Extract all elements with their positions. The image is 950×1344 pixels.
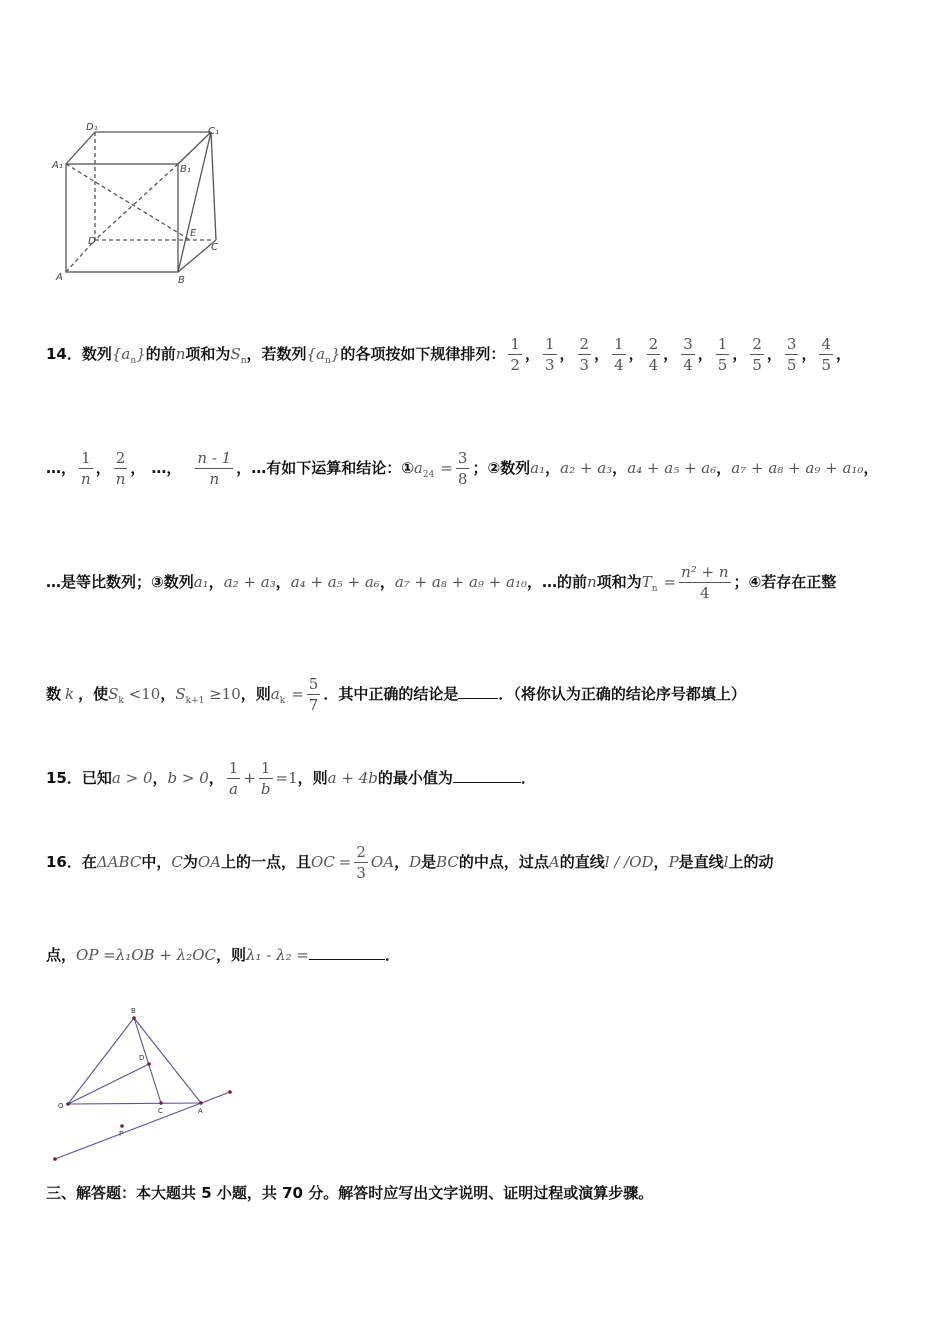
- comma: ，: [663, 345, 679, 363]
- q16-line-1: [46, 842, 774, 883]
- cube-label-c1: C₁: [208, 126, 219, 137]
- frac-den: 4: [683, 356, 693, 374]
- eq: =: [338, 853, 352, 871]
- q14-fraction: [647, 334, 661, 375]
- q15-end: ．: [520, 769, 536, 787]
- q14-fraction: [716, 334, 730, 375]
- q16-OA: OA: [197, 853, 221, 871]
- q14-text: 项和为: [596, 573, 642, 591]
- tri-label-p: P: [119, 1130, 124, 1138]
- tri-label-d: D: [139, 1054, 145, 1062]
- q14-fraction-list: [505, 335, 852, 374]
- frac-num: 1: [544, 335, 555, 353]
- q14-frac-57: [307, 674, 321, 715]
- q14-seq-sub: n: [130, 356, 137, 366]
- q14-frac-1n: [79, 448, 93, 489]
- q14-text: ，…的前: [526, 573, 587, 591]
- q14-text: 数: [46, 685, 62, 703]
- q16-lambda-expr: λ₁ - λ₂ =: [246, 946, 309, 964]
- q15-text: 已知: [81, 769, 112, 787]
- frac-num: 2: [648, 335, 659, 353]
- frac-den: b: [260, 780, 271, 798]
- term-g2: a₂ + a₃: [560, 459, 613, 477]
- frac-den: n: [81, 470, 91, 488]
- cube-label-e: E: [190, 228, 197, 239]
- q14-seq2-open: {a: [306, 345, 326, 363]
- q15-frac-1b: [259, 758, 273, 799]
- q14-fraction: [750, 334, 764, 375]
- cube-label-d: D: [88, 236, 96, 247]
- q16-BC: BC: [436, 853, 459, 871]
- q14-text: 的各项按如下规律排列：: [340, 345, 506, 363]
- frac-den: n: [195, 468, 233, 489]
- q16-frac-23: [354, 842, 368, 883]
- q14-fraction: [612, 334, 626, 375]
- cond2-rel: ≥10: [204, 685, 241, 703]
- q16-D: D: [409, 853, 422, 871]
- q14-seq2: [306, 345, 341, 366]
- frac-den: 5: [717, 356, 728, 374]
- tri-label-o: O: [58, 1102, 64, 1110]
- q15-eq: =1: [275, 769, 298, 787]
- comma: ，: [559, 345, 575, 363]
- frac-num: 2: [579, 335, 590, 353]
- cond1-sub: k: [118, 696, 124, 706]
- eq: =: [663, 573, 677, 591]
- q14-text: ，…有如下运算和结论：①: [236, 459, 414, 477]
- frac-den: 4: [614, 356, 624, 374]
- tri-label-b: B: [131, 1007, 136, 1015]
- cond1-rel: <10: [123, 685, 161, 703]
- q15-text: 的最小值为: [377, 769, 453, 787]
- q16-text: 点，: [46, 946, 77, 964]
- q14-S-sub: n: [240, 356, 247, 366]
- comma: ，: [732, 345, 748, 363]
- tri-label-a: A: [198, 1107, 203, 1115]
- ak-sub: k: [279, 696, 286, 706]
- frac-den: 3: [544, 356, 555, 374]
- q16-text: 上的动: [728, 853, 774, 871]
- cube-label-d1: D₁: [86, 122, 98, 133]
- section-3-heading: [46, 1182, 653, 1203]
- q14-fraction: [785, 334, 799, 375]
- q16-text: 的直线: [559, 853, 605, 871]
- T-sub: n: [651, 584, 658, 594]
- q16-OC: OC: [311, 853, 335, 871]
- frac-num: n² + n: [681, 563, 729, 581]
- q16-text: ，: [394, 853, 410, 871]
- q16-parallel: l / /OD: [604, 853, 654, 871]
- q15-text: ，则: [297, 769, 328, 787]
- cube-label-c: C: [211, 242, 218, 253]
- q16-line-2: [46, 944, 400, 965]
- q15-expr: a + 4b: [327, 769, 378, 787]
- q14-number: 14．: [46, 345, 82, 363]
- term-g4: a₇ + a₈ + a₉ + a₁₀: [394, 573, 527, 591]
- q14-text: 的前: [145, 345, 176, 363]
- tri-label-c: C: [158, 1107, 163, 1115]
- comma: ，: [697, 345, 713, 363]
- comma: ，: [160, 685, 176, 703]
- comma: ，: [863, 459, 879, 477]
- comma: ，: [130, 459, 146, 477]
- cube-label-b: B: [178, 275, 185, 286]
- q14-fraction: [681, 334, 695, 375]
- cube-label-a1: A₁: [52, 160, 63, 171]
- q16-C: C: [171, 853, 183, 871]
- q15-number: 15．: [46, 769, 82, 787]
- q14-seq2-close: }: [330, 345, 341, 363]
- frac-num: 2: [115, 449, 126, 467]
- comma: ，: [275, 573, 291, 591]
- eq: =: [440, 459, 453, 477]
- frac-num: 1: [717, 335, 728, 353]
- frac-den: 3: [579, 356, 590, 374]
- q14-text: ．其中正确的结论是: [323, 685, 459, 703]
- q15-answer-blank[interactable]: [453, 782, 521, 783]
- q16-text: ，: [653, 853, 669, 871]
- cube-label-a: A: [56, 272, 63, 283]
- q15-cond-b: b > 0: [167, 769, 209, 787]
- q16-text: 的中点，过点: [458, 853, 549, 871]
- q14-fraction: [819, 334, 833, 375]
- comma: ，: [716, 459, 732, 477]
- q14-answer-blank[interactable]: [458, 698, 498, 699]
- cube-figure: [48, 120, 228, 290]
- frac-den: n: [115, 470, 126, 488]
- frac-den: 4: [648, 356, 659, 374]
- q14-k: k: [65, 685, 75, 703]
- a24-letter: a: [413, 459, 423, 477]
- frac-num: 1: [260, 759, 271, 777]
- q16-text: 中，: [141, 853, 172, 871]
- q14-fraction: [508, 334, 522, 375]
- q16-l: l: [723, 853, 729, 871]
- plus: +: [243, 769, 256, 787]
- q14-line-4: [46, 674, 746, 715]
- q14-a24: [413, 459, 435, 480]
- comma: ，: [208, 769, 224, 787]
- comma: ，: [766, 345, 782, 363]
- frac-den: 7: [308, 696, 319, 714]
- q14-text: ，则: [240, 685, 271, 703]
- q14-text: 项和为: [185, 345, 231, 363]
- q14-text: ；②数列: [472, 459, 531, 477]
- frac-num: 3: [457, 449, 468, 467]
- frac-den: a: [227, 778, 241, 799]
- q16-P: P: [668, 853, 679, 871]
- frac-num: 2: [356, 843, 366, 861]
- q15-cond-a: a > 0: [111, 769, 153, 787]
- q16-number: 16．: [46, 853, 82, 871]
- q16-text: 是: [421, 853, 437, 871]
- frac-num: 5: [308, 675, 319, 693]
- q16-text: 为: [182, 853, 198, 871]
- triangle-figure: [50, 1002, 250, 1167]
- q14-text: 数列: [81, 345, 112, 363]
- comma: ，: [801, 345, 817, 363]
- q16-text: ，则: [215, 946, 246, 964]
- comma: ，: [208, 573, 224, 591]
- q14-cond1: [108, 685, 124, 706]
- comma: ，: [545, 459, 561, 477]
- frac-den: 5: [752, 356, 762, 374]
- q14-ak: [270, 685, 286, 706]
- frac-num: 1: [81, 449, 91, 467]
- q14-text: …是等比数列；③数列: [46, 573, 194, 591]
- term-g2: a₂ + a₃: [223, 573, 276, 591]
- q14-line-1: [46, 334, 851, 375]
- term-g3: a₄ + a₅ + a₆: [290, 573, 380, 591]
- q14-line-2: [46, 448, 878, 489]
- q16-A: A: [548, 853, 560, 871]
- q14-n: n: [587, 573, 597, 591]
- q14-fraction: [578, 334, 592, 375]
- q16-text: 上的一点，且: [221, 853, 312, 871]
- frac-den: 5: [821, 356, 831, 374]
- frac-den: 5: [786, 356, 797, 374]
- q14-ellipsis: …，: [46, 459, 77, 477]
- comma: ，: [379, 573, 395, 591]
- q16-text: 是直线: [678, 853, 724, 871]
- q14-seq2-sub: n: [325, 356, 331, 366]
- q14-fraction: [543, 334, 557, 375]
- frac-num: 3: [683, 335, 693, 353]
- q16-OA: OA: [370, 853, 395, 871]
- q14-frac-n1n: [195, 448, 233, 489]
- comma: ，: [152, 769, 168, 787]
- frac-num: 1: [228, 759, 239, 777]
- q14-text: ，若数列: [246, 345, 307, 363]
- q14-seq: [111, 345, 146, 366]
- q14-frac-T: [679, 562, 730, 603]
- frac-den: 2: [510, 356, 520, 374]
- q16-answer-blank[interactable]: [309, 959, 385, 960]
- q14-S: [230, 345, 247, 366]
- q14-S-letter: S: [230, 345, 241, 363]
- frac-num: 4: [821, 335, 831, 353]
- term-g3: a₄ + a₅ + a₆: [627, 459, 717, 477]
- frac-num: 1: [614, 335, 624, 353]
- comma: ，: [524, 345, 540, 363]
- q15-line: [46, 758, 536, 799]
- q14-text: ；④若存在正整: [733, 573, 837, 591]
- comma: ，: [612, 459, 628, 477]
- frac-num: 3: [786, 335, 797, 353]
- term-a1: a₁: [193, 573, 209, 591]
- q14-seq-open: {a: [111, 345, 131, 363]
- cube-label-b1: B₁: [180, 164, 191, 175]
- q16-end: ．: [384, 946, 400, 964]
- frac-den: 4: [679, 582, 730, 603]
- q14-seq-close: }: [136, 345, 146, 363]
- q14-cond2: [175, 685, 205, 706]
- q15-frac-1a: [227, 758, 241, 799]
- q14-line-3: [46, 562, 836, 603]
- q14-frac-38: [456, 448, 470, 489]
- q14-frac-2n: [114, 448, 128, 489]
- term-g4: a₇ + a₈ + a₉ + a₁₀: [731, 459, 864, 477]
- q14-text: ．（将你认为正确的结论序号都填上）: [498, 685, 746, 703]
- q16-vector-eq: OP =λ₁OB + λ₂OC: [76, 946, 216, 964]
- cond2-S: S: [175, 685, 186, 703]
- frac-den: 3: [356, 864, 366, 882]
- term-a1: a₁: [530, 459, 546, 477]
- section-3-text: 三、解答题：本大题共 5 小题，共 70 分。解答时应写出文字说明、证明过程或演算步骤。: [46, 1184, 654, 1202]
- eq: =: [291, 685, 304, 703]
- frac-num: n - 1: [197, 449, 232, 467]
- comma: ，: [628, 345, 644, 363]
- q16-text: 在: [81, 853, 97, 871]
- frac-num: 1: [510, 335, 520, 353]
- comma: ，: [594, 345, 610, 363]
- frac-num: 2: [752, 335, 762, 353]
- q16-triangle: ΔABC: [96, 853, 142, 871]
- q14-text: ，使: [78, 685, 109, 703]
- cond2-sub: k+1: [185, 696, 205, 706]
- ak-letter: a: [270, 685, 280, 703]
- q14-ellipsis: …，: [151, 459, 182, 477]
- comma: ，: [95, 459, 111, 477]
- frac-den: 8: [457, 470, 468, 488]
- q14-n: n: [175, 345, 186, 363]
- a24-sub: 24: [422, 470, 435, 480]
- comma: ，: [836, 345, 852, 363]
- q14-T: [641, 573, 658, 594]
- cond1-S: S: [108, 685, 119, 703]
- T-letter: T: [641, 573, 652, 591]
